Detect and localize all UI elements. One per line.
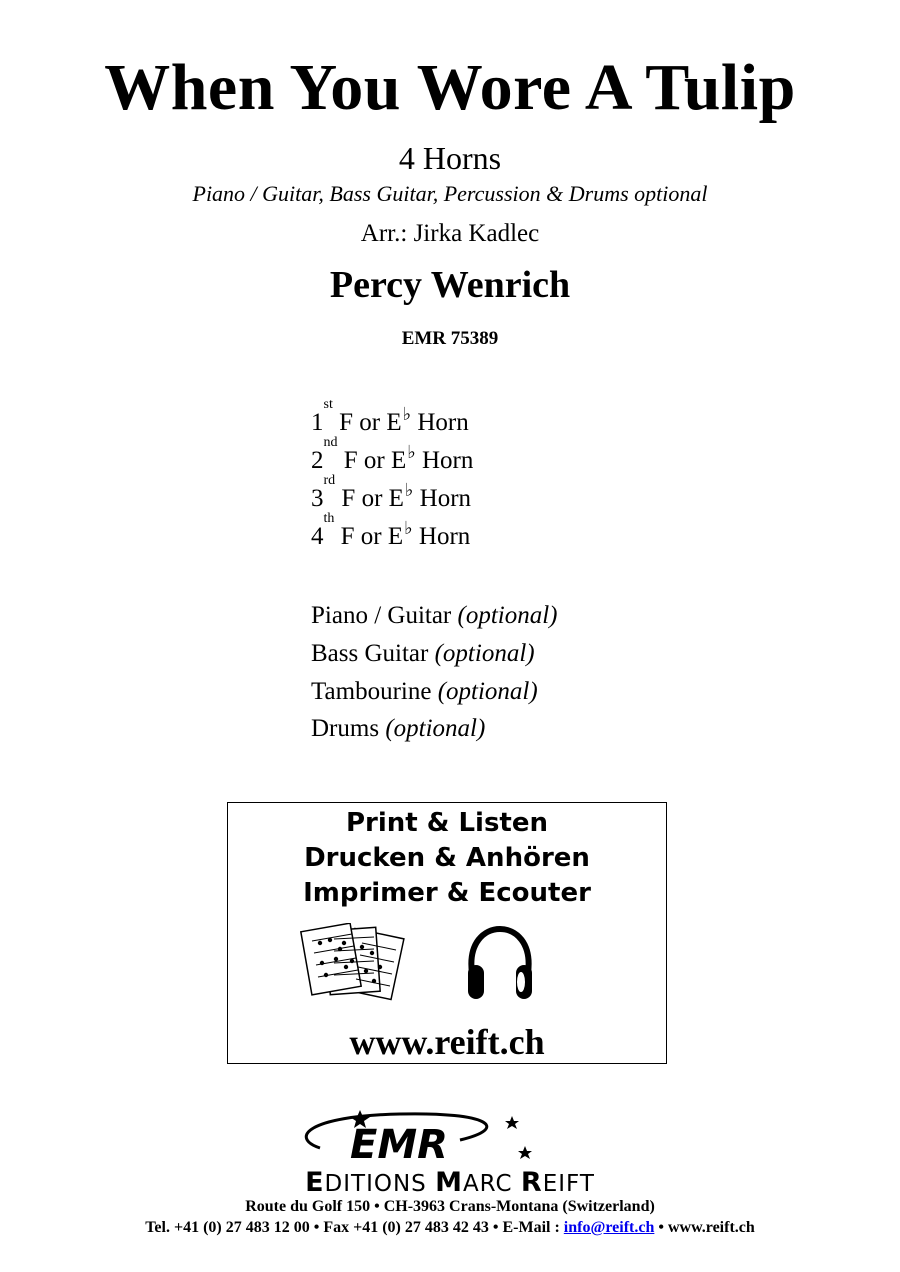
part-horn-1: 1st F or E♭ Horn bbox=[311, 397, 469, 436]
publisher-address: Route du Golf 150 • CH-3963 Crans-Montana (Switzerland) bbox=[245, 1198, 655, 1215]
part-horn-4: 4th F or E♭ Horn bbox=[311, 511, 471, 550]
optional-instruments-note: Piano / Guitar, Bass Guitar, Percussion & Drums optional bbox=[192, 181, 708, 206]
instrumentation: 4 Horns bbox=[398, 140, 502, 176]
part-horn-2: 2nd F or E♭ Horn bbox=[311, 435, 474, 474]
flat-icon: ♭ bbox=[402, 404, 412, 424]
sheet-music-icon bbox=[300, 923, 412, 1003]
promo-line-de: Drucken & Anhören bbox=[304, 843, 590, 873]
promo-line-en: Print & Listen bbox=[345, 808, 549, 838]
email-link[interactable]: info@reift.ch bbox=[563, 1219, 655, 1236]
part-piano-guitar: Piano / Guitar (optional) bbox=[311, 602, 558, 629]
publisher-name: EDITIONS MARC REIFT bbox=[305, 1167, 595, 1198]
arranger: Arr.: Jirka Kadlec bbox=[360, 220, 540, 247]
publisher-contact: Tel. +41 (0) 27 483 12 00 • Fax +41 (0) 27 483 42 43 • E-Mail : info@reift.ch • www.reift.ch bbox=[145, 1219, 755, 1236]
promo-line-fr: Imprimer & Ecouter bbox=[303, 878, 591, 908]
flat-icon: ♭ bbox=[404, 518, 413, 538]
print-listen-box bbox=[227, 802, 667, 1064]
catalog-number: EMR 75389 bbox=[401, 328, 499, 349]
promo-website[interactable]: www.reift.ch bbox=[349, 1022, 545, 1062]
part-tambourine: Tambourine (optional) bbox=[311, 678, 538, 705]
svg-text:EMR: EMR bbox=[350, 1122, 448, 1166]
part-horn-3: 3rd F or E♭ Horn bbox=[311, 473, 472, 512]
composer: Percy Wenrich bbox=[329, 264, 571, 306]
flat-icon: ♭ bbox=[404, 480, 414, 500]
headphones-icon bbox=[464, 925, 536, 1003]
emr-logo bbox=[250, 1108, 550, 1166]
flat-icon: ♭ bbox=[407, 442, 416, 462]
score-title: When You Wore A Tulip bbox=[104, 51, 796, 124]
part-bass-guitar: Bass Guitar (optional) bbox=[311, 640, 535, 667]
part-drums: Drums (optional) bbox=[311, 715, 486, 742]
